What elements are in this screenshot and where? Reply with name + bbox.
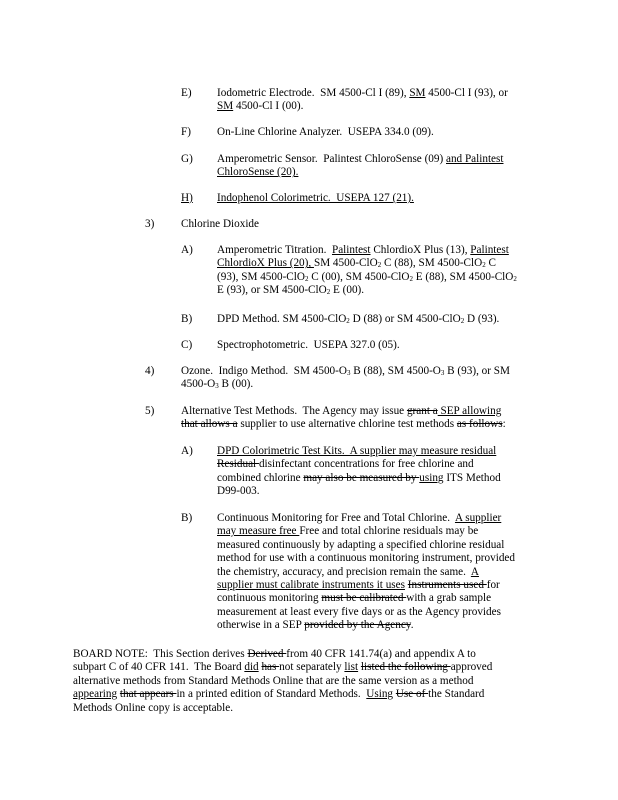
text-run: C xyxy=(485,257,496,270)
text-run: ITS Method xyxy=(443,471,501,484)
inserted-text: and Palintest xyxy=(446,153,504,165)
text-run: combined chlorine xyxy=(217,471,304,484)
text-line xyxy=(181,365,551,378)
item-text xyxy=(217,192,557,205)
inserted-text: SM xyxy=(217,100,234,113)
text-run: Alternative Test Methods. The Agency may issue xyxy=(181,405,407,417)
subscript: 2 xyxy=(304,274,309,283)
text-run: for xyxy=(486,579,500,592)
text-run: B (00). xyxy=(218,378,254,391)
text-line xyxy=(217,192,557,205)
text-run: (93), SM 4500-ClO xyxy=(217,270,305,283)
text-line xyxy=(181,418,551,431)
text-line xyxy=(217,126,557,139)
text-line xyxy=(217,592,557,605)
text-line xyxy=(73,661,573,674)
item-label: 5) xyxy=(145,405,155,417)
deleted-text: has xyxy=(261,661,280,674)
text-run: D (93). xyxy=(464,313,500,325)
item-label: A) xyxy=(181,244,193,256)
text-line xyxy=(217,284,557,297)
text-run: approved xyxy=(450,661,493,674)
inserted-text: did xyxy=(244,661,259,674)
text-line xyxy=(217,153,557,166)
deleted-text: listed the following xyxy=(360,661,451,674)
text-run: Amperometric Titration. xyxy=(217,244,332,256)
text-run: Spectrophotometric. USEPA 327.0 (05). xyxy=(217,339,400,351)
text-line xyxy=(217,166,557,179)
text-run: BOARD NOTE: This Section derives xyxy=(73,648,248,660)
item-text xyxy=(217,339,557,352)
subscript: 3 xyxy=(215,382,219,391)
text-line xyxy=(217,100,557,113)
subscript: 3 xyxy=(440,369,445,377)
text-run: in a printed edition of Standard Methods. xyxy=(176,688,367,701)
inserted-text: Using xyxy=(366,688,394,701)
text-line xyxy=(217,485,557,498)
deleted-text: grant a xyxy=(406,405,438,417)
text-run: . xyxy=(410,619,414,632)
text-line xyxy=(217,606,557,619)
text-run: continuous monitoring xyxy=(217,592,322,605)
item-label: 3) xyxy=(145,218,155,230)
item-text xyxy=(217,87,557,114)
inserted-text: appearing xyxy=(73,688,118,701)
text-line xyxy=(217,313,557,326)
inserted-text: ChlordioX Plus (20), xyxy=(217,257,314,270)
deleted-text: may also be measured by xyxy=(303,471,420,484)
text-run: E (00). xyxy=(330,284,365,297)
inserted-text: DPD Colorimetric Test Kits. A supplier may measure residual xyxy=(217,445,497,457)
text-run: 4500-O xyxy=(181,378,216,391)
text-run: Chlorine Dioxide xyxy=(181,218,259,230)
item-text xyxy=(217,244,557,298)
text-line xyxy=(217,271,557,284)
inserted-text: list xyxy=(344,661,359,674)
inserted-text: SM xyxy=(409,87,426,99)
text-run: disinfectant concentrations for free chlorine and xyxy=(258,458,474,471)
text-run: : xyxy=(502,418,506,431)
text-run: otherwise in a SEP xyxy=(217,619,305,632)
text-line xyxy=(73,648,573,661)
text-line xyxy=(181,405,551,418)
text-run: E (88), SM 4500-ClO xyxy=(412,270,514,283)
deleted-text: must be calibrated xyxy=(321,592,407,605)
inserted-text: supplier must calibrate instruments it uses xyxy=(217,579,405,592)
text-line xyxy=(217,445,557,458)
item-text xyxy=(217,153,557,180)
text-run: Methods Online copy is acceptable. xyxy=(73,701,233,714)
text-line xyxy=(217,458,557,471)
text-run: Free and total chlorine residuals may be xyxy=(299,525,479,538)
item-text xyxy=(181,218,551,231)
deleted-text: Residual xyxy=(217,458,259,471)
text-line xyxy=(217,257,557,270)
deleted-text: that allows a xyxy=(181,418,238,431)
item-text xyxy=(181,365,551,392)
text-line xyxy=(217,579,557,592)
text-line xyxy=(73,702,573,715)
text-line xyxy=(217,472,557,485)
item-text xyxy=(217,445,557,499)
text-run: C (88), SM 4500-ClO xyxy=(381,257,483,270)
board-note-text xyxy=(73,648,573,715)
text-run: D99-003. xyxy=(217,485,260,498)
text-run: not separately xyxy=(279,661,345,674)
item-label: H) xyxy=(181,192,193,204)
deleted-text: Use of xyxy=(395,688,429,701)
item-label: A) xyxy=(181,445,193,457)
item-text xyxy=(217,512,557,633)
text-line xyxy=(73,675,573,688)
deleted-text: Instruments used xyxy=(407,579,487,592)
text-run: DPD Method. SM 4500-ClO xyxy=(217,313,347,325)
text-run: subpart C of 40 CFR 141. The Board xyxy=(73,661,245,674)
text-run: C (00), SM 4500-ClO xyxy=(308,270,410,283)
text-run: Amperometric Sensor. Palintest ChloroSense (09) xyxy=(217,153,446,165)
text-run: 4500-Cl I (93), or xyxy=(425,87,508,99)
item-label: F) xyxy=(181,126,191,138)
subscript: 2 xyxy=(326,288,331,297)
text-run: with a grab sample xyxy=(406,592,492,605)
inserted-text: A xyxy=(470,565,479,578)
inserted-text: Palintest xyxy=(331,244,371,256)
inserted-text: Indophenol Colorimetric. USEPA 127 (21). xyxy=(217,192,414,204)
text-line xyxy=(217,539,557,552)
item-label: E) xyxy=(181,87,192,99)
text-run: Iodometric Electrode. SM 4500-Cl I (89), xyxy=(217,87,410,99)
text-run: supplier to use alternative chlorine test methods xyxy=(237,418,457,431)
text-line xyxy=(217,619,557,632)
text-line xyxy=(217,512,557,525)
item-label: 4) xyxy=(145,365,155,377)
subscript: 2 xyxy=(377,261,382,270)
text-line xyxy=(217,552,557,565)
text-run: the chemistry, accuracy, and precision remain the same. xyxy=(217,565,471,578)
text-run: measured continuously by adapting a specified chlorine residual xyxy=(217,538,505,551)
inserted-text: Palintest xyxy=(470,244,509,256)
text-run: On-Line Chlorine Analyzer. USEPA 334.0 (09). xyxy=(217,126,434,138)
item-text xyxy=(181,405,551,432)
text-run: 4500-Cl I (00). xyxy=(233,100,304,113)
text-line xyxy=(73,688,573,701)
text-run: ChlordioX Plus (13), xyxy=(370,244,471,256)
text-run: E (93), or SM 4500-ClO xyxy=(217,284,327,297)
text-run: the Standard xyxy=(428,688,485,701)
text-line xyxy=(217,87,557,100)
deleted-text: that appears xyxy=(119,688,177,701)
text-run: measurement at least every five days or as the Agency provides xyxy=(217,605,501,618)
inserted-text: using xyxy=(419,471,444,484)
text-run: Continuous Monitoring for Free and Total Chlorine. xyxy=(217,512,455,524)
item-label: G) xyxy=(181,153,193,165)
text-run: B (93), or SM xyxy=(444,365,510,377)
text-line xyxy=(217,244,557,257)
inserted-text: may measure free xyxy=(217,525,300,538)
text-line xyxy=(217,525,557,538)
inserted-text: ChloroSense (20). xyxy=(217,166,299,179)
text-run: method for use with a continuous monitoring instrument, provided xyxy=(217,552,515,565)
inserted-text: SEP allowing xyxy=(437,405,502,417)
item-text xyxy=(217,313,557,326)
text-line xyxy=(217,566,557,579)
text-run: B (88), SM 4500-O xyxy=(350,365,441,377)
subscript: 2 xyxy=(460,317,465,325)
text-run: from 40 CFR 141.74(a) and appendix A to xyxy=(286,648,476,660)
subscript: 2 xyxy=(409,274,413,283)
text-line xyxy=(217,339,557,352)
item-text xyxy=(217,126,557,139)
subscript: 3 xyxy=(346,369,351,377)
deleted-text: Derived xyxy=(247,648,287,660)
text-line xyxy=(181,378,551,391)
inserted-text: A supplier xyxy=(454,512,502,524)
subscript: 2 xyxy=(346,317,350,325)
subscript: 2 xyxy=(513,274,517,283)
text-run: Ozone. Indigo Method. SM 4500-O xyxy=(181,365,347,377)
item-label: B) xyxy=(181,512,193,524)
item-label: C) xyxy=(181,339,193,351)
subscript: 2 xyxy=(482,261,486,270)
deleted-text: provided by the Agency xyxy=(304,619,411,632)
text-line xyxy=(181,218,551,231)
text-run: SM 4500-ClO xyxy=(313,257,378,270)
text-run: alternative methods from Standard Methods Online that are the same version as a method xyxy=(73,674,474,687)
text-run: D (88) or SM 4500-ClO xyxy=(349,313,461,325)
item-label: B) xyxy=(181,313,193,325)
deleted-text: as follows xyxy=(456,418,503,431)
